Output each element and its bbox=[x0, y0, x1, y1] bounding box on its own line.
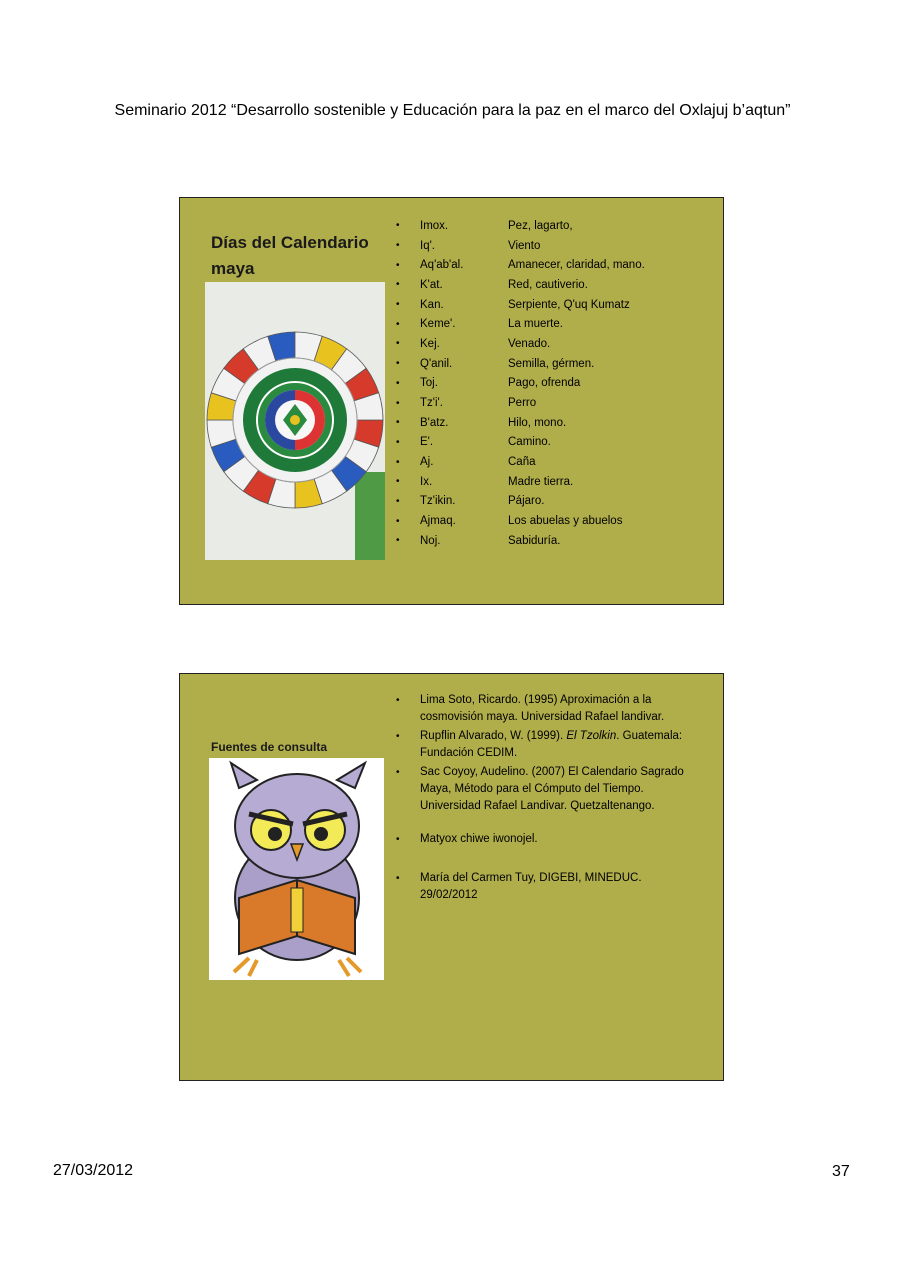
list-item bbox=[396, 413, 645, 433]
bullet: • bbox=[396, 731, 400, 742]
day-meaning: Sabiduría. bbox=[508, 534, 561, 547]
bullet: • bbox=[396, 318, 400, 330]
slide-references bbox=[179, 673, 724, 1081]
day-name: Imox. bbox=[420, 219, 449, 232]
bullet: • bbox=[396, 476, 400, 488]
day-meaning: Perro bbox=[508, 397, 537, 410]
day-name: Iq'. bbox=[420, 239, 435, 252]
slide-title: Fuentes de consulta bbox=[211, 740, 328, 754]
day-name: B'atz. bbox=[420, 416, 449, 429]
reference-text: María del Carmen Tuy, DIGEBI, MINEDUC. 29/02/2012 bbox=[420, 872, 642, 901]
bullet: • bbox=[396, 695, 400, 706]
reference-author: Rupflin Alvarado, W. (1999). bbox=[420, 730, 567, 742]
bullet: • bbox=[396, 456, 400, 468]
day-meaning: Semilla, gérmen. bbox=[508, 357, 595, 370]
list-item bbox=[396, 354, 645, 374]
bullet: • bbox=[396, 515, 400, 527]
bullet: • bbox=[396, 358, 400, 370]
list-item bbox=[396, 511, 645, 531]
day-name: Kan. bbox=[420, 298, 444, 311]
list-item bbox=[396, 393, 645, 413]
day-name: Q'anil. bbox=[420, 357, 453, 370]
day-meaning: Amanecer, claridad, mano. bbox=[508, 259, 645, 272]
page-header: Seminario 2012 “Desarrollo sostenible y Educación para la paz en el marco del Oxlajuj b’aqtun” bbox=[114, 102, 791, 119]
bullet: • bbox=[396, 436, 400, 448]
day-meaning: Caña bbox=[508, 456, 536, 469]
list-item bbox=[396, 452, 645, 472]
bullet: • bbox=[396, 397, 400, 409]
reference-text bbox=[420, 728, 696, 762]
day-name: Noj. bbox=[420, 534, 441, 547]
bullet: • bbox=[396, 259, 400, 271]
day-meaning: Los abuelas y abuelos bbox=[508, 515, 623, 528]
day-meaning: Pago, ofrenda bbox=[508, 377, 581, 390]
bullet: • bbox=[396, 495, 400, 507]
owl-reading-icon bbox=[209, 758, 384, 980]
slide-calendar-days bbox=[179, 197, 724, 605]
day-meaning: Red, cautiverio. bbox=[508, 278, 588, 291]
reference-text: Sac Coyoy, Audelino. (2007) El Calendario Sagrado Maya, Método para el Cómputo del Tiempo. Universidad Rafael Landivar. Quetzaltenango. bbox=[420, 766, 684, 812]
day-meaning: Hilo, mono. bbox=[508, 416, 567, 429]
day-meaning: Madre tierra. bbox=[508, 475, 574, 488]
list-item bbox=[396, 374, 645, 394]
reference-publisher: . Guatemala: Fundación CEDIM. bbox=[420, 730, 683, 759]
list-item bbox=[396, 334, 645, 354]
bullet: • bbox=[396, 535, 400, 547]
day-meaning: Viento bbox=[508, 239, 541, 252]
days-list bbox=[396, 216, 645, 551]
day-meaning: Venado. bbox=[508, 337, 551, 350]
day-name: Keme'. bbox=[420, 318, 456, 331]
reference-item bbox=[396, 728, 696, 762]
day-meaning: Pájaro. bbox=[508, 495, 545, 508]
reference-item bbox=[396, 764, 696, 815]
list-item bbox=[396, 216, 645, 236]
day-name: Ajmaq. bbox=[420, 515, 456, 528]
list-item bbox=[396, 314, 645, 334]
reference-text: Matyox chiwe iwonojel. bbox=[420, 833, 538, 845]
reference-text: Lima Soto, Ricardo. (1995) Aproximación a la cosmovisión maya. Universidad Rafael landivar. bbox=[420, 694, 665, 723]
day-name: Aj. bbox=[420, 456, 434, 469]
day-name: Kej. bbox=[420, 337, 440, 350]
bullet: • bbox=[396, 220, 400, 232]
list-item bbox=[396, 236, 645, 256]
mayan-calendar-icon bbox=[205, 282, 385, 560]
day-name: Tz'ikin. bbox=[420, 495, 456, 508]
page-number: 37 bbox=[832, 1163, 850, 1180]
references-list bbox=[396, 692, 696, 906]
bullet: • bbox=[396, 377, 400, 389]
day-name: K'at. bbox=[420, 278, 443, 291]
day-name: Aq'ab'al. bbox=[420, 259, 464, 272]
list-item bbox=[396, 531, 645, 551]
list-item bbox=[396, 433, 645, 453]
list-item bbox=[396, 295, 645, 315]
bullet: • bbox=[396, 417, 400, 429]
day-name: E'. bbox=[420, 436, 434, 449]
bullet: • bbox=[396, 338, 400, 350]
day-name: Tz'i'. bbox=[420, 397, 443, 410]
list-item bbox=[396, 275, 645, 295]
bullet: • bbox=[396, 873, 400, 884]
day-meaning: La muerte. bbox=[508, 318, 563, 331]
reference-item bbox=[396, 831, 696, 848]
day-meaning: Pez, lagarto, bbox=[508, 219, 573, 232]
day-meaning: Camino. bbox=[508, 436, 551, 449]
reference-item bbox=[396, 870, 696, 904]
slide-title: Días del Calendario maya bbox=[211, 233, 369, 278]
list-item bbox=[396, 472, 645, 492]
bullet: • bbox=[396, 767, 400, 778]
reference-title: El Tzolkin bbox=[566, 730, 617, 742]
bullet: • bbox=[396, 299, 400, 311]
list-item bbox=[396, 255, 645, 275]
reference-item bbox=[396, 692, 696, 726]
bullet: • bbox=[396, 240, 400, 252]
bullet: • bbox=[396, 279, 400, 291]
list-item bbox=[396, 492, 645, 512]
day-meaning: Serpiente, Q'uq Kumatz bbox=[508, 298, 630, 311]
bullet: • bbox=[396, 834, 400, 845]
day-name: Ix. bbox=[420, 475, 433, 488]
day-name: Toj. bbox=[420, 377, 438, 390]
footer-date: 27/03/2012 bbox=[53, 1162, 134, 1179]
